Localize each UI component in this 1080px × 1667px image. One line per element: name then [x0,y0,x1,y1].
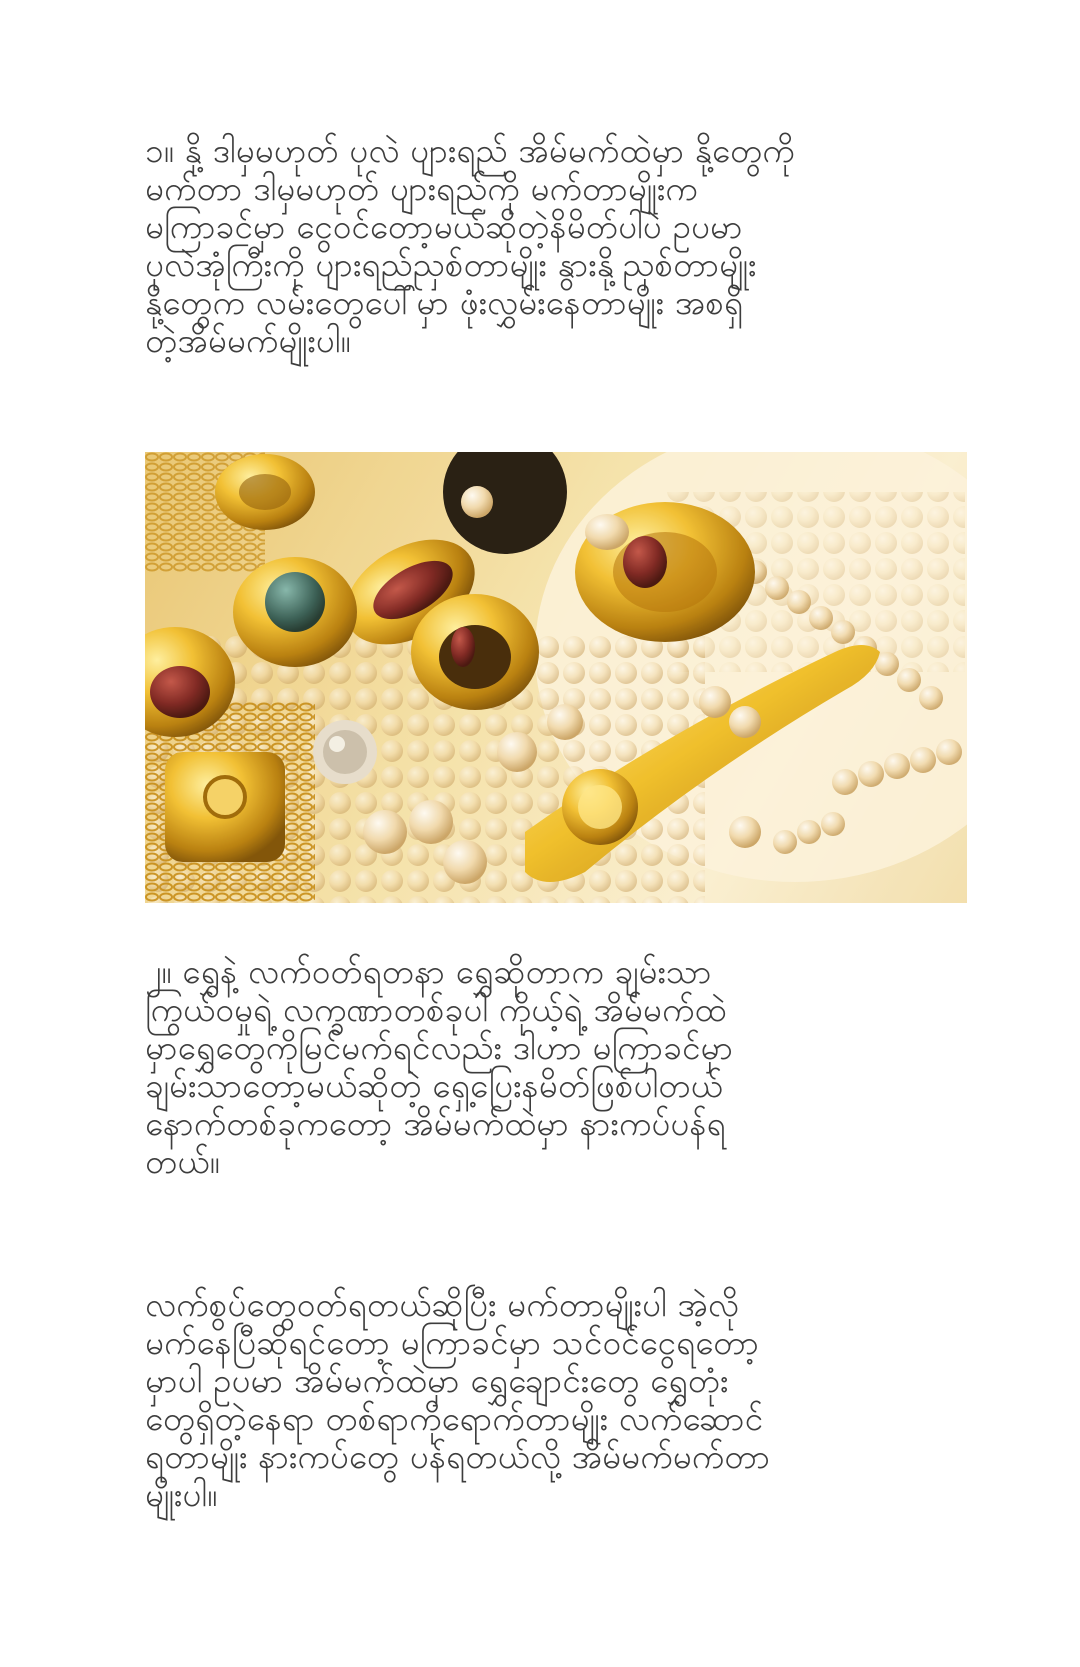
paragraph-3: လက်စွပ်တွေဝတ်ရတယ်ဆိုပြီး မက်တာမျိုးပါ အဲ့လို မက်နေပြီဆိုရင်တော့ မကြာခင်မှာ သင်ဝင်ငွေရတော့ မှာပါ ဥပမာ အိမ်မက်ထဲမှာ ရွှေချောင်းတွေ ရွှေတုံး တွေရှိတဲ့နေရာ တစ်ရာကိုရောက်တာမျိုး လက်ဆောင် ရတာမျိုး နားကပ်တွေ ပန်ရတယ်လို့ အိမ်မက်မက်တာ မျိုးပါ။ [145,1285,771,1514]
paragraph-2: ၂။ ရွှေနဲ့ လက်ဝတ်ရတနာ ရွှေဆိုတာက ချမ်းသာ ကြွယ်ဝမှုရဲ့ လက္ခဏာတစ်ခုပါ ကိုယ့်ရဲ့ အိမ်မက်ထဲ မှာရွှေတွေကိုမြင်မက်ရင်လည်း ဒါဟာ မကြာခင်မှာ ချမ်းသာတော့မယ်ဆိုတဲ့ ရှေ့ပြေးနမိတ်ဖြစ်ပါတယ် နောက်တစ်ခုကတော့ အိမ်မက်ထဲမှာ နားကပ်ပန်ရ တယ်။ [145,952,734,1181]
jewelry-illustration [145,452,967,903]
gold-jewelry-photo [145,452,967,903]
paragraph-1: ၁။ နို့ ဒါမှမဟုတ် ပုလဲ ပျားရည် အိမ်မက်ထဲမှာ နို့တွေကို မက်တာ ဒါမှမဟုတ် ပျားရည်ကို မက်တာမျိုးက မကြာခင်မှာ ငွေဝင်တော့မယ်ဆိုတဲ့နိမိတ်ပါပဲ ဥပမာ ပုလဲအုံကြီးကို ပျားရည်ညှစ်တာမျိုး နွားနို့ညှစ်တာမျိုး နို့တွေက လမ်းတွေပေါ်မှာ ဖုံးလွှမ်းနေတာမျိုး အစရှိ တဲ့အိမ်မက်မျိုးပါ။ [145,131,795,360]
